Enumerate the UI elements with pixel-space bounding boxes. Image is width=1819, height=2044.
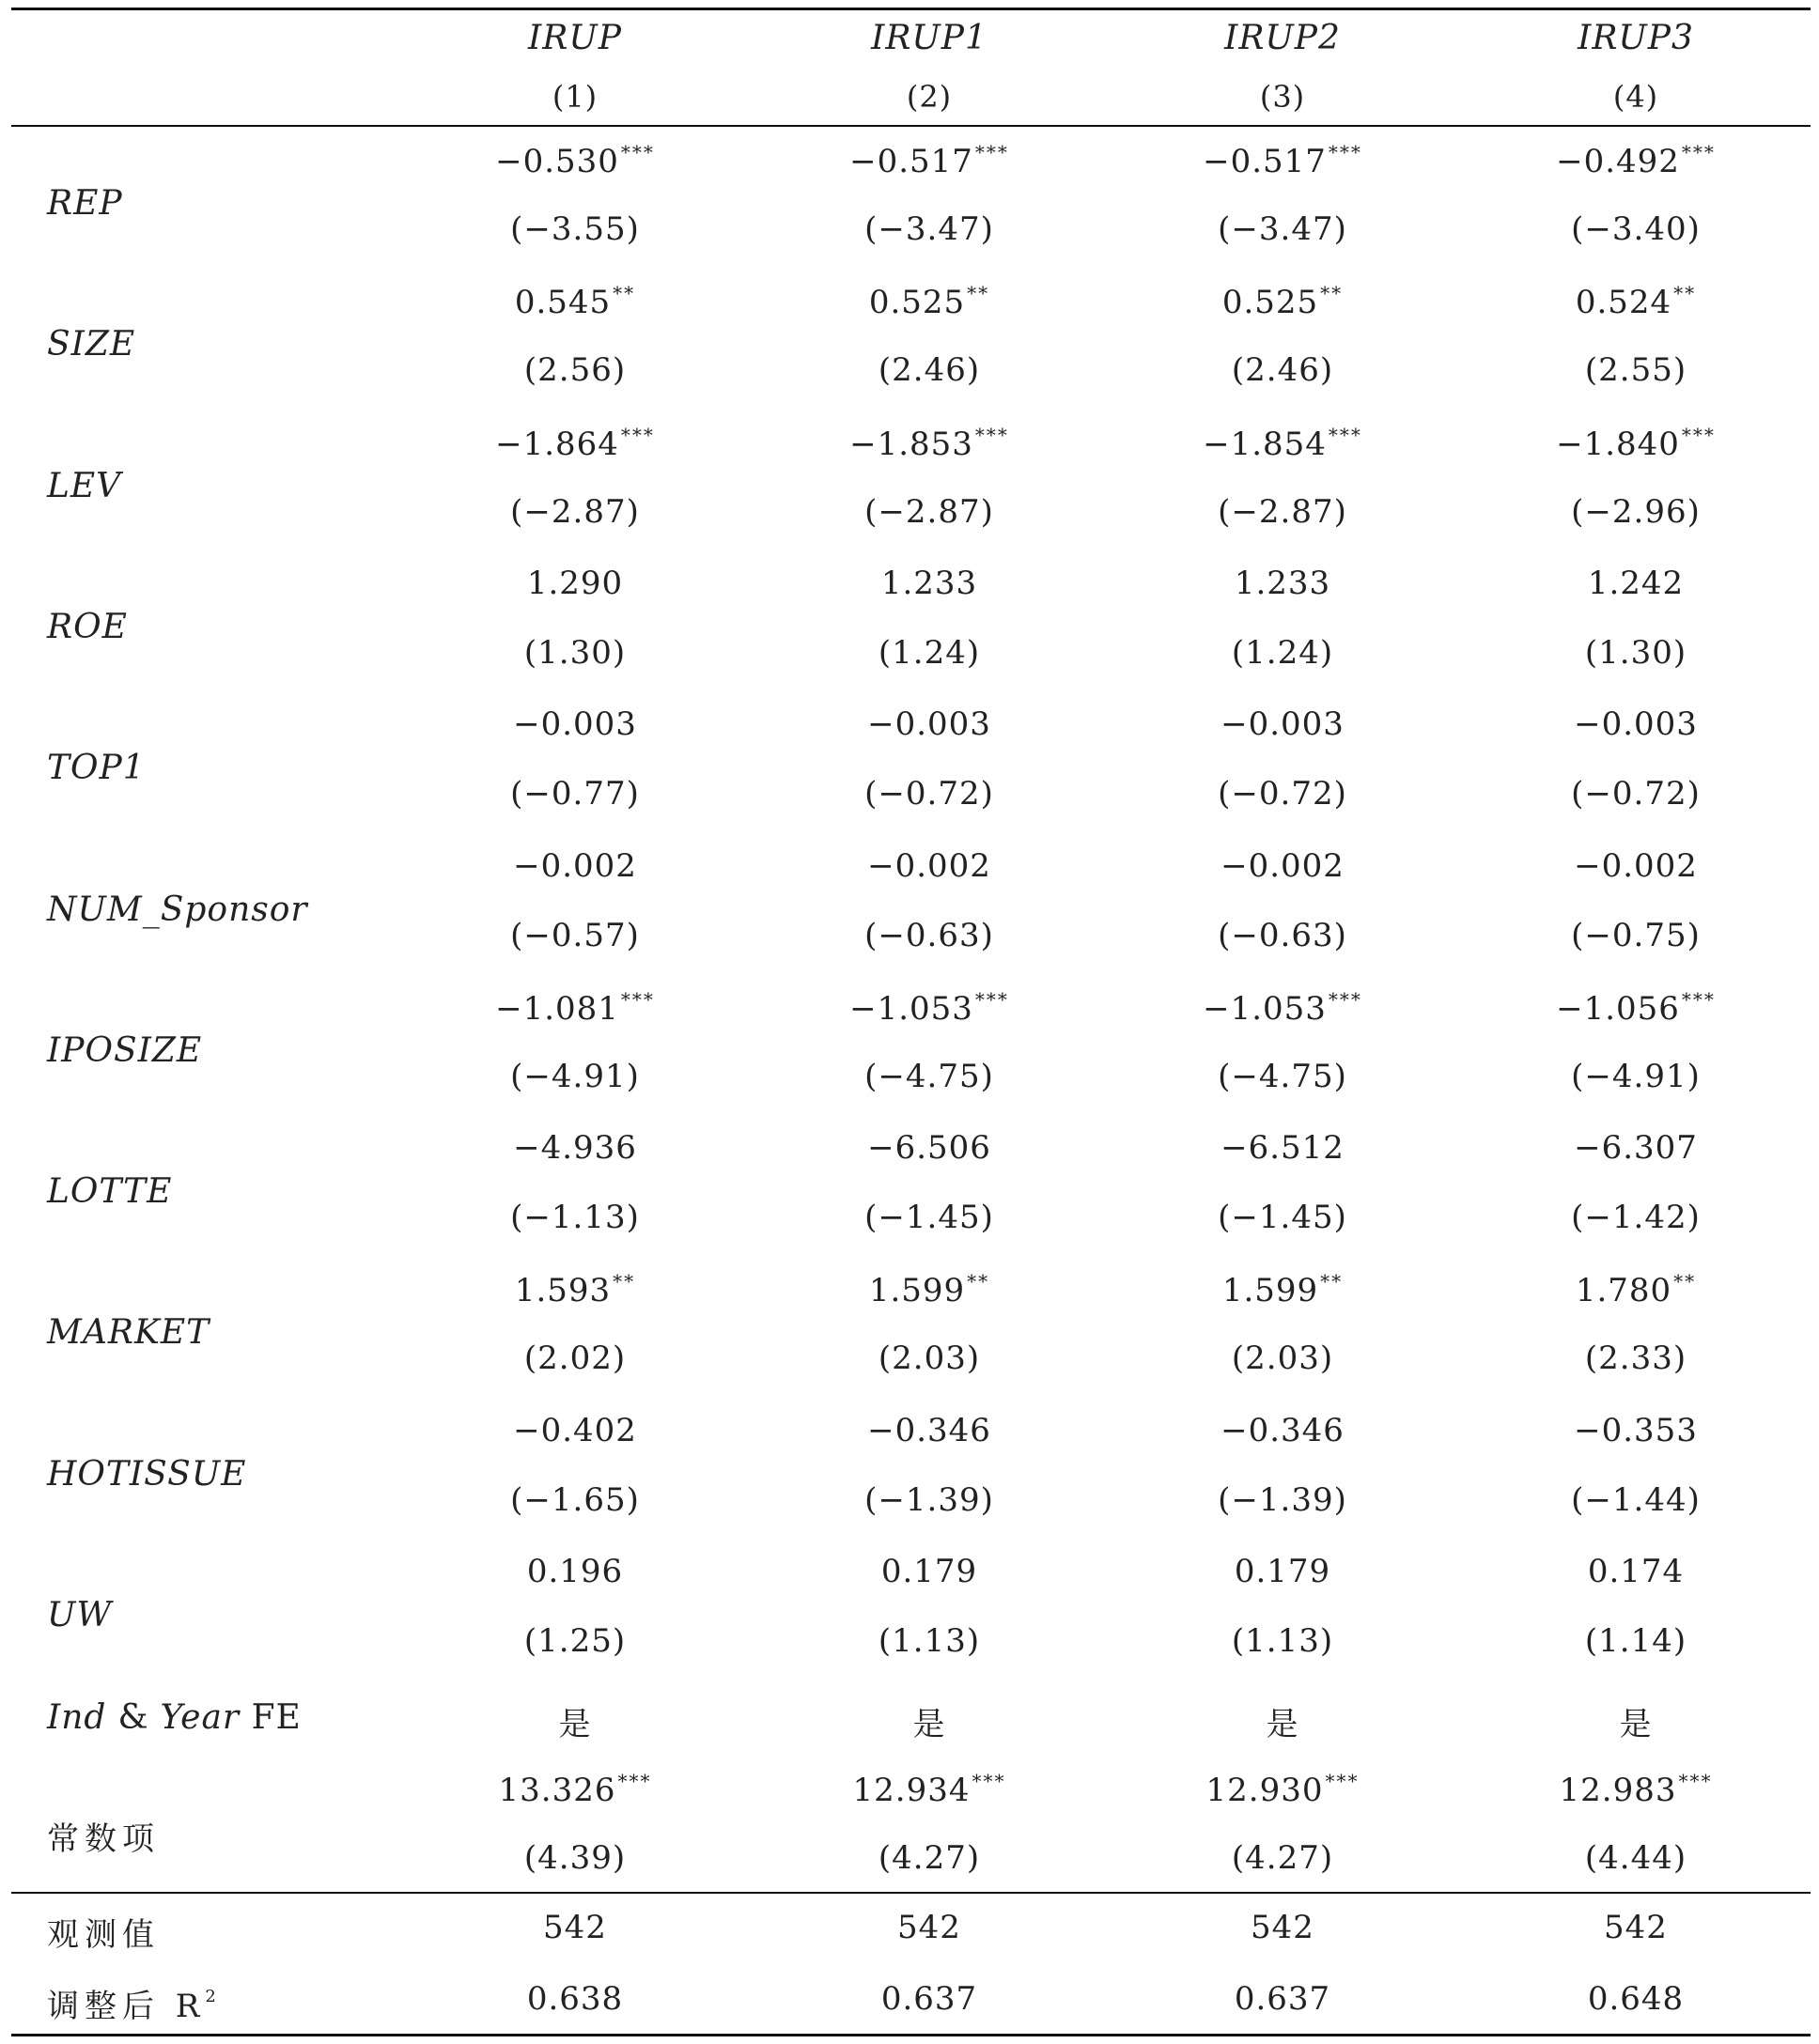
body-end-rule [11, 1892, 1811, 1894]
coef-cell [1574, 705, 1698, 743]
coef-value: −0.530 [495, 143, 619, 180]
coef-value: −0.003 [513, 705, 637, 744]
significance-stars: *** [974, 987, 1009, 1011]
significance-stars: *** [974, 423, 1009, 446]
observations-label: 观测值 [47, 1916, 160, 1954]
coef-cell [1220, 1129, 1345, 1167]
t-stat-cell: (−3.55) [510, 210, 640, 248]
coef-cell [881, 1553, 977, 1590]
t-stat-cell: (−4.75) [864, 1057, 994, 1095]
coef-value: −1.864 [495, 425, 619, 463]
coef-cell [1560, 1770, 1713, 1809]
significance-stars: *** [972, 1770, 1006, 1792]
fe-value-cell: 是 [558, 1706, 592, 1743]
t-stat-cell: (2.03) [878, 1339, 981, 1378]
coef-cell [1235, 565, 1330, 602]
coef-cell [849, 141, 1009, 180]
fe-label-amp: & [117, 1698, 149, 1737]
observations-cell: 542 [1604, 1909, 1668, 1946]
t-stat-cell: (2.46) [878, 351, 981, 390]
coef-cell [1588, 1553, 1684, 1590]
t-stat-cell: (1.30) [1584, 633, 1687, 672]
t-stat-cell: (−1.45) [1218, 1199, 1347, 1237]
coef-value: 0.179 [880, 1553, 978, 1590]
coef-cell [869, 282, 989, 321]
coef-value: 0.525 [1221, 284, 1319, 322]
coef-value: 13.326 [498, 1772, 616, 1809]
coef-value: −0.003 [1574, 705, 1698, 744]
t-stat-cell: (1.14) [1584, 1622, 1687, 1660]
t-stat-cell: (4.44) [1584, 1839, 1687, 1877]
significance-stars: ** [613, 1270, 636, 1293]
coef-cell [515, 282, 635, 321]
coef-cell [513, 1129, 637, 1167]
coef-value: −0.353 [1574, 1411, 1698, 1449]
coef-value: −0.492 [1556, 143, 1680, 180]
significance-stars: *** [1678, 1770, 1713, 1792]
coef-cell [1220, 705, 1345, 743]
variable-label: HOTISSUE [47, 1454, 247, 1494]
t-stat-cell: (−3.47) [1218, 210, 1347, 248]
variable-label: TOP1 [47, 749, 146, 788]
observations-cell: 542 [543, 1909, 607, 1946]
significance-stars: *** [1325, 1770, 1360, 1792]
t-stat-cell: (−1.39) [1218, 1480, 1347, 1519]
adjusted-r2-cell: 0.637 [880, 1980, 978, 2018]
significance-stars: *** [1328, 423, 1362, 446]
coef-value: 1.233 [880, 564, 978, 602]
coef-cell [1222, 1270, 1343, 1309]
coef-cell [869, 1270, 989, 1309]
significance-stars: *** [620, 987, 655, 1011]
coef-cell [867, 1129, 991, 1167]
significance-stars: ** [1673, 282, 1697, 305]
adjusted-r2-cell: 0.637 [1234, 1980, 1331, 2018]
t-stat-cell: (−0.57) [510, 916, 640, 954]
t-stat-cell: (1.30) [523, 633, 627, 672]
column-header-index: (1) [552, 79, 599, 115]
t-stat-cell: (−0.75) [1571, 916, 1701, 954]
coef-value: −0.003 [867, 705, 991, 744]
variable-label: REP [47, 184, 123, 223]
t-stat-cell: (−1.44) [1571, 1480, 1701, 1519]
t-stat-cell: (4.39) [523, 1839, 627, 1877]
observations-cell: 542 [897, 1909, 961, 1946]
coef-value: −1.853 [849, 425, 973, 463]
coef-value: −0.002 [1574, 846, 1698, 885]
significance-stars: *** [617, 1770, 652, 1792]
column-header-index: (2) [906, 79, 953, 115]
t-stat-cell: (2.03) [1231, 1339, 1334, 1378]
coef-cell [1206, 1770, 1360, 1809]
coef-value: 1.599 [1221, 1272, 1319, 1310]
coef-value: −4.936 [513, 1129, 637, 1168]
coef-cell [1203, 141, 1362, 180]
coef-cell [881, 565, 977, 602]
t-stat-cell: (−0.77) [510, 775, 640, 813]
coef-cell [1588, 565, 1684, 602]
significance-stars: *** [1328, 987, 1362, 1011]
t-stat-cell: (−1.45) [864, 1199, 994, 1237]
coef-value: 12.983 [1559, 1772, 1677, 1809]
variable-label: IPOSIZE [47, 1030, 203, 1070]
adjusted-r2-label: 调整后 $R^2$ [47, 1987, 216, 2025]
significance-stars: ** [1320, 1270, 1344, 1293]
significance-stars: ** [967, 282, 990, 305]
coef-cell [849, 424, 1009, 463]
significance-stars: ** [613, 282, 636, 305]
coef-value: −0.002 [1220, 846, 1345, 885]
fe-value-cell: 是 [1266, 1706, 1299, 1743]
significance-stars: ** [1673, 1270, 1697, 1293]
significance-stars: *** [974, 141, 1009, 163]
variable-label: SIZE [47, 325, 136, 364]
significance-stars: *** [1681, 987, 1716, 1011]
coef-cell [849, 988, 1009, 1028]
coef-value: −0.002 [513, 846, 637, 885]
variable-label: UW [47, 1596, 113, 1634]
fe-value-cell: 是 [1619, 1706, 1653, 1743]
variable-label: NUM_Sponsor [47, 890, 308, 929]
coef-value: 0.525 [868, 284, 966, 322]
t-stat-cell: (−1.13) [510, 1199, 640, 1237]
variable-label: LEV [47, 466, 122, 505]
coef-value: 0.545 [514, 284, 612, 322]
coef-cell [513, 847, 637, 885]
coef-cell [527, 1553, 623, 1590]
coef-value: −1.854 [1203, 425, 1327, 463]
coef-value: 1.290 [526, 564, 624, 602]
observations-cell: 542 [1251, 1909, 1314, 1946]
coef-cell [495, 988, 655, 1028]
coef-value: −0.002 [867, 846, 991, 885]
coef-value: 12.934 [852, 1772, 971, 1809]
constant-label: 常数项 [47, 1820, 160, 1858]
coef-value: −0.517 [1203, 143, 1327, 180]
coef-cell [867, 705, 991, 743]
coef-cell [495, 141, 655, 180]
t-stat-cell: (1.25) [523, 1622, 627, 1660]
variable-label: LOTTE [47, 1172, 173, 1212]
t-stat-cell: (−4.91) [1571, 1057, 1701, 1095]
t-stat-cell: (−2.87) [1218, 492, 1347, 531]
t-stat-cell: (1.24) [878, 633, 981, 672]
coef-value: −6.506 [867, 1129, 991, 1168]
t-stat-cell: (−2.87) [510, 492, 640, 531]
coef-cell [853, 1770, 1006, 1809]
coef-value: 1.593 [514, 1272, 612, 1310]
coef-value: 0.179 [1234, 1553, 1331, 1590]
significance-stars: *** [1681, 141, 1716, 163]
coef-value: 0.174 [1587, 1553, 1685, 1590]
t-stat-cell: (−0.63) [1218, 916, 1347, 954]
coef-cell [1203, 424, 1362, 463]
coef-cell [1556, 424, 1716, 463]
t-stat-cell: (1.13) [878, 1622, 981, 1660]
coef-value: −1.053 [1203, 989, 1327, 1028]
coef-cell [513, 705, 637, 743]
coef-cell [515, 1270, 635, 1309]
t-stat-cell: (2.55) [1584, 351, 1687, 390]
bottom-rule [11, 2034, 1811, 2036]
variable-label: ROE [47, 607, 128, 646]
coef-cell [1576, 282, 1696, 321]
t-stat-cell: (2.02) [523, 1339, 627, 1378]
t-stat-cell: (−1.39) [864, 1480, 994, 1519]
column-header-index: (3) [1259, 79, 1306, 115]
coef-value: 0.196 [526, 1553, 624, 1590]
coef-cell [1220, 847, 1345, 885]
coef-value: −1.053 [849, 989, 973, 1028]
fe-label-year: Year [160, 1698, 241, 1737]
r2-superscript: 2 [205, 1987, 216, 2006]
t-stat-cell: (2.46) [1231, 351, 1334, 390]
fe-value-cell: 是 [912, 1706, 946, 1743]
coef-value: −0.003 [1220, 705, 1345, 744]
coef-cell [495, 424, 655, 463]
coef-cell [1574, 1412, 1698, 1449]
t-stat-cell: (−0.63) [864, 916, 994, 954]
coef-cell [1203, 988, 1362, 1028]
coef-value: 1.242 [1587, 564, 1685, 602]
t-stat-cell: (−0.72) [864, 775, 994, 813]
significance-stars: ** [1320, 282, 1344, 305]
fixed-effects-label [47, 1698, 302, 1737]
significance-stars: *** [620, 141, 655, 163]
column-header-name: IRUP [528, 19, 622, 57]
coef-cell [867, 847, 991, 885]
t-stat-cell: (−4.75) [1218, 1057, 1347, 1095]
t-stat-cell: (−2.87) [864, 492, 994, 531]
adjusted-r2-cell: 0.648 [1587, 1980, 1685, 2018]
coef-value: 0.524 [1575, 284, 1672, 322]
top-rule [11, 8, 1811, 10]
coef-cell [1556, 141, 1716, 180]
significance-stars: *** [1681, 423, 1716, 446]
coef-cell [1574, 847, 1698, 885]
coef-value: −0.346 [1220, 1411, 1345, 1449]
t-stat-cell: (−0.72) [1571, 775, 1701, 813]
coef-value: 1.780 [1575, 1272, 1672, 1310]
coef-cell [1556, 988, 1716, 1028]
coef-cell [1222, 282, 1343, 321]
coef-cell [513, 1412, 637, 1449]
fe-label-ind: Ind [47, 1698, 107, 1737]
significance-stars: ** [967, 1270, 990, 1293]
significance-stars: *** [620, 423, 655, 446]
adjusted-r2-cell: 0.638 [526, 1980, 624, 2018]
coef-value: −6.512 [1220, 1129, 1345, 1168]
fe-label-fe: FE [240, 1698, 302, 1737]
t-stat-cell: (−2.96) [1571, 492, 1701, 531]
t-stat-cell: (1.13) [1231, 1622, 1334, 1660]
column-header-index: (4) [1612, 79, 1659, 115]
coef-cell [1574, 1129, 1698, 1167]
t-stat-cell: (−4.91) [510, 1057, 640, 1095]
coef-cell [867, 1412, 991, 1449]
t-stat-cell: (−1.65) [510, 1480, 640, 1519]
t-stat-cell: (4.27) [878, 1839, 981, 1877]
coef-value: −6.307 [1574, 1129, 1698, 1168]
t-stat-cell: (−0.72) [1218, 775, 1347, 813]
coef-value: −0.517 [849, 143, 973, 180]
header-rule [11, 125, 1811, 127]
coef-value: 12.930 [1205, 1772, 1324, 1809]
coef-cell [1576, 1270, 1696, 1309]
t-stat-cell: (−3.40) [1571, 210, 1701, 248]
coef-value: −1.056 [1556, 989, 1680, 1028]
significance-stars: *** [1328, 141, 1362, 163]
column-header-name: IRUP1 [871, 19, 987, 57]
coef-value: −1.840 [1556, 425, 1680, 463]
variable-label: MARKET [47, 1313, 210, 1353]
coef-cell [499, 1770, 652, 1809]
t-stat-cell: (2.56) [523, 351, 627, 390]
t-stat-cell: (−1.42) [1571, 1199, 1701, 1237]
coef-value: −0.402 [513, 1411, 637, 1449]
coef-value: −0.346 [867, 1411, 991, 1449]
t-stat-cell: (1.24) [1231, 633, 1334, 672]
coef-value: 1.233 [1234, 564, 1331, 602]
column-header-name: IRUP2 [1224, 19, 1341, 57]
coef-cell [1220, 1412, 1345, 1449]
column-header-name: IRUP3 [1578, 19, 1694, 57]
coef-cell [1235, 1553, 1330, 1590]
t-stat-cell: (4.27) [1231, 1839, 1334, 1877]
coef-value: −1.081 [495, 989, 619, 1028]
t-stat-cell: (2.33) [1584, 1339, 1687, 1378]
coef-value: 1.599 [868, 1272, 966, 1310]
coef-cell [527, 565, 623, 602]
t-stat-cell: (−3.47) [864, 210, 994, 248]
